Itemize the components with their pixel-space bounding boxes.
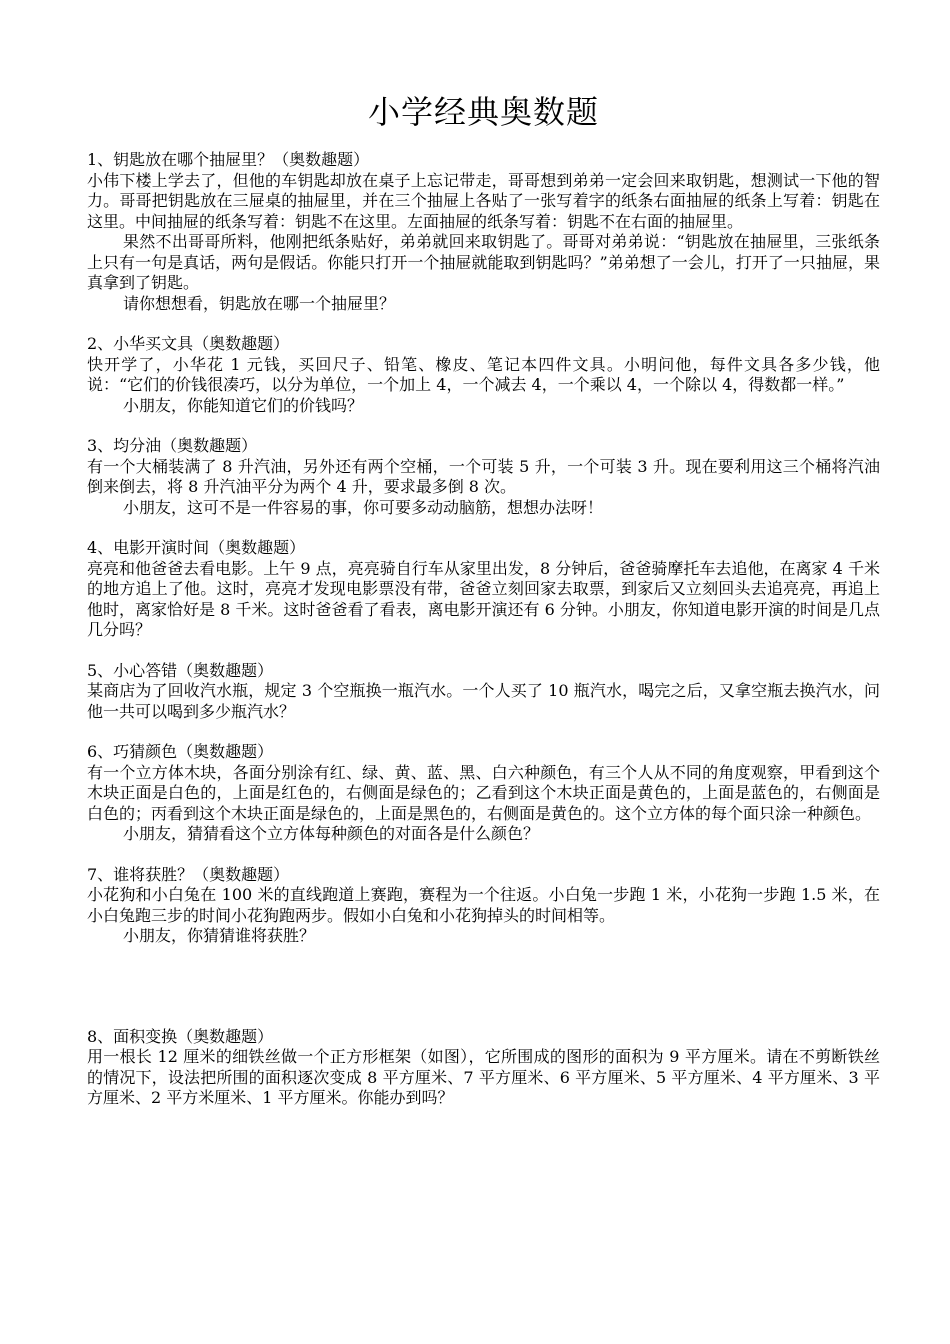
problem-8 [87, 1027, 880, 1109]
problem-question: 小朋友，你猜猜谁将获胜？ [123, 926, 316, 945]
problem-question: 小朋友，这可不是一件容易的事，你可要多动动脑筋，想想办法呀！ [123, 497, 604, 517]
problem-heading: 7、谁将获胜？（奥数趣题） [87, 864, 290, 884]
page-title: 小学经典奥数题 [367, 93, 599, 131]
problem-question: 小朋友，你能知道它们的价钱吗？ [123, 395, 364, 415]
problem-paragraph: 小花狗和小白兔在 100 米的直线跑道上赛跑，赛程为一个往返。小白兔一步跑 1 米，小花狗一步跑 1.5 米，在小白兔跑三步的时间小花狗跑两步。假如小白兔和小花狗掉头的时间相等。 [87, 885, 880, 925]
problem-paragraph: 用一根长 12 厘米的细铁丝做一个正方形框架（如图），它所围成的图形的面积为 9 平方厘米。请在不剪断铁丝的情况下，设法把所围的面积逐次变成 8 平方厘米、7 平方厘米、6 平方厘米、5 平方厘米、4 平方厘米、3 平方厘米、2 平方米厘米、1 平方厘米。你能办到吗？ [87, 1047, 880, 1107]
problem-paragraph: 快开学了，小华花 1 元钱，买回尺子、铅笔、橡皮、笔记本四件文具。小明问他，每件文具各多少钱，他说：“它们的价钱很凑巧，以分为单位，一个加上 4，一个减去 4，一个乘以 4，一个除以 4，得数都一样。” [87, 354, 880, 394]
problem-heading: 4、电影开演时间（奥数趣题） [87, 538, 306, 557]
problem-7 [87, 865, 880, 947]
problem-paragraph: 某商店为了回收汽水瓶，规定 3 个空瓶换一瓶汽水。一个人买了 10 瓶汽水，喝完之后，又拿空瓶去换汽水，问他一共可以喝到多少瓶汽水？ [87, 681, 880, 721]
problem-question: 请你想想看，钥匙放在哪一个抽屉里？ [123, 293, 396, 313]
problem-paragraph: 果然不出哥哥所料，他刚把纸条贴好，弟弟就回来取钥匙了。哥哥对弟弟说：“钥匙放在抽屉里，三张纸条上只有一句是真话，两句是假话。你能只打开一个抽屉就能取到钥匙吗？”弟弟想了一会儿，打开了一只抽屉，果真拿到了钥匙。 [87, 232, 880, 292]
problem-heading: 5、小心答错（奥数趣题） [87, 660, 274, 680]
problem-paragraph: 亮亮和他爸爸去看电影。上午 9 点，亮亮骑自行车从家里出发，8 分钟后，爸爸骑摩托车去追他，在离家 4 千米的地方追上了他。这时，亮亮才发现电影票没有带，爸爸立刻回家去取票，到家后又立刻回头去追亮亮，再追上他时，离家恰好是 8 千米。这时爸爸看了看表，离电影开演还有 6 分钟。小朋友，你知道电影开演的时间是几点几分吗？ [87, 558, 880, 639]
problem-heading: 6、巧猜颜色（奥数趣题） [87, 742, 274, 761]
problem-question: 小朋友，猜猜看这个立方体每种颜色的对面各是什么颜色？ [123, 824, 540, 843]
problem-6 [87, 742, 880, 845]
problem-paragraph: 有一个立方体木块，各面分别涂有红、绿、黄、蓝、黑、白六种颜色，有三个人从不同的角度观察，甲看到这个木块正面是白色的，上面是红色的，右侧面是绿色的；乙看到这个木块正面是黄色的，上面是蓝色的，右侧面是白色的；丙看到这个木块正面是绿色的，上面是黑色的，右侧面是黄色的。这个立方体的每个面只涂一种颜色。 [87, 762, 880, 823]
problem-2 [87, 334, 880, 416]
problem-list [87, 150, 880, 1109]
problem-heading: 8、面积变换（奥数趣题） [87, 1026, 274, 1046]
problem-heading: 2、小华买文具（奥数趣题） [87, 334, 290, 353]
problem-paragraph: 小伟下楼上学去了，但他的车钥匙却放在桌子上忘记带走，哥哥想到弟弟一定会回来取钥匙，想测试一下他的智力。哥哥把钥匙放在三屉桌的抽屉里，并在三个抽屉上各贴了一张写着字的纸条右面抽屉的纸条上写着：钥匙在这里。中间抽屉的纸条写着：钥匙不在这里。左面抽屉的纸条写着：钥匙不在右面的抽屉里。 [87, 170, 880, 231]
problem-heading: 1、钥匙放在哪个抽屉里？（奥数趣题） [87, 150, 370, 169]
problem-heading: 3、均分油（奥数趣题） [87, 436, 258, 455]
problem-5 [87, 661, 880, 723]
problem-4 [87, 538, 880, 641]
problem-paragraph: 有一个大桶装满了 8 升汽油，另外还有两个空桶，一个可装 5 升，一个可装 3 升。现在要利用这三个桶将汽油倒来倒去，将 8 升汽油平分为两个 4 升，要求最多倒 8 次。 [87, 456, 880, 496]
problem-3 [87, 436, 880, 518]
problem-1 [87, 150, 880, 314]
